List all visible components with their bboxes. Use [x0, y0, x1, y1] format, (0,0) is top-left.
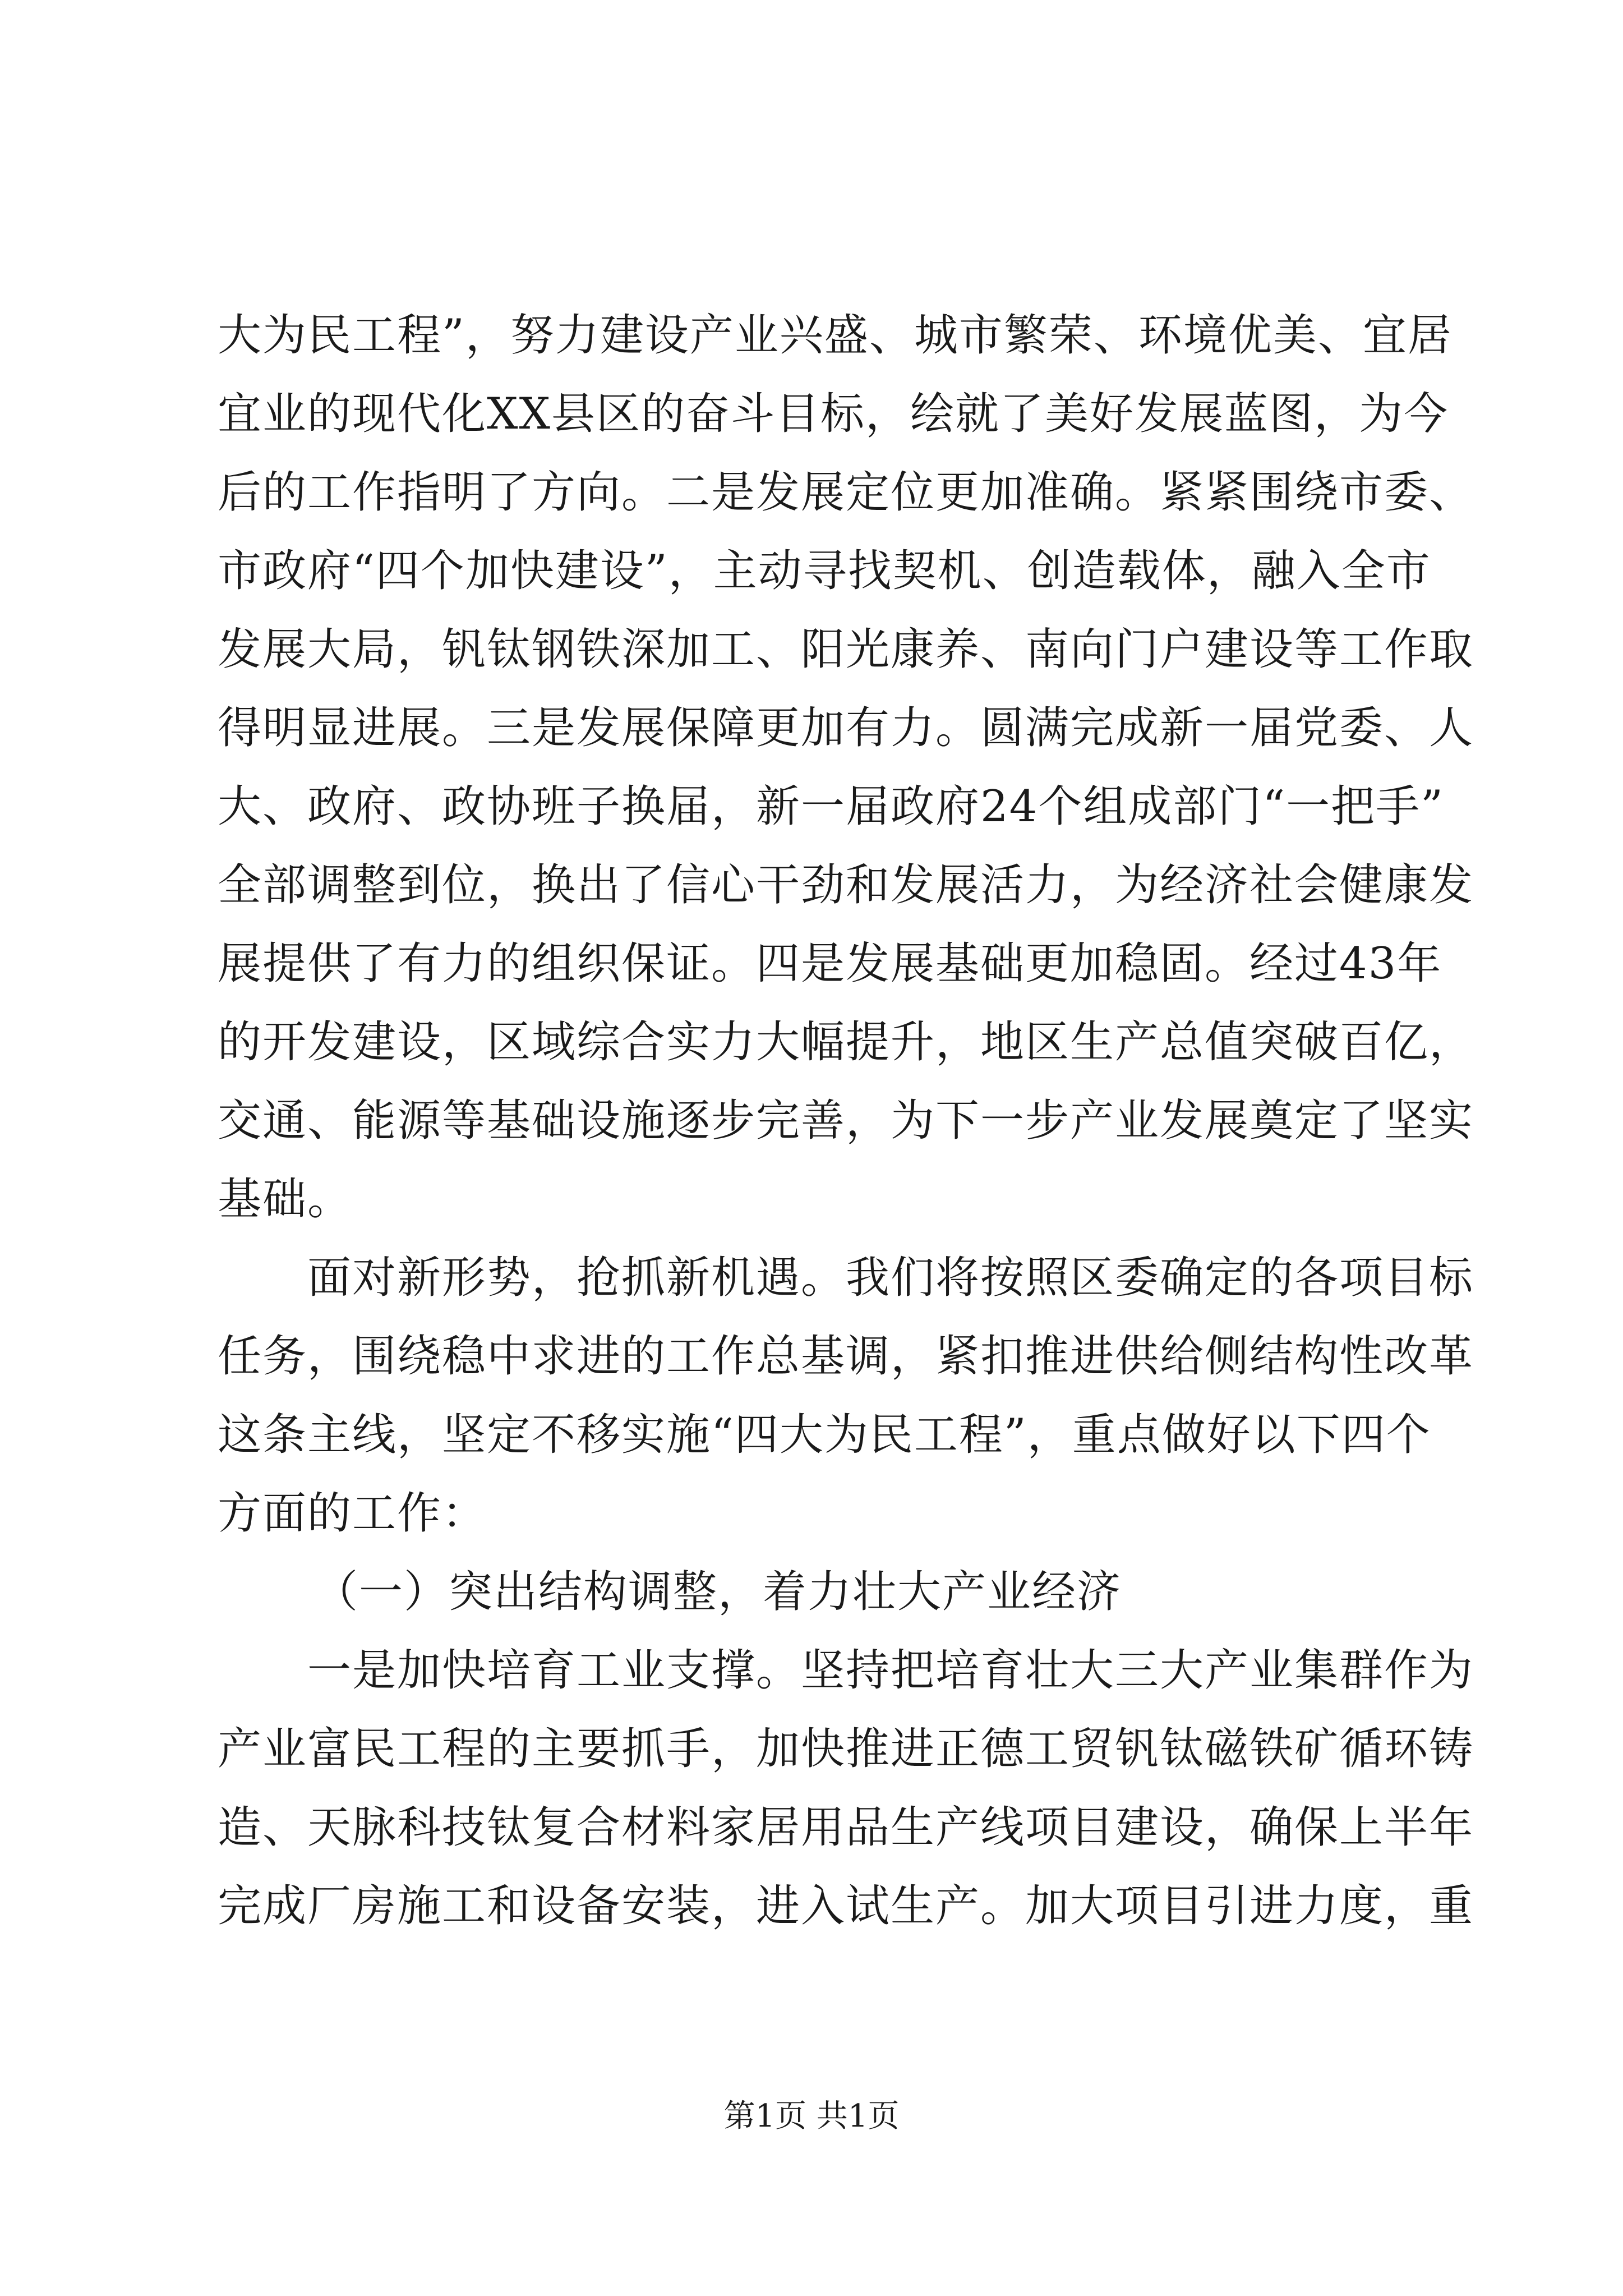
paragraph-2-line-1: 面对新形势，抢抓新机遇。我们将按照区委确定的各项目标: [307, 1253, 1474, 1303]
paragraph-2-line-3: 这条主线，坚定不移实施“四大为民工程”，重点做好以下四个: [218, 1410, 1431, 1460]
body-line-4: 市政府“四个加快建设”，主动寻找契机、创造载体，融入全市: [218, 546, 1431, 596]
paragraph-2-line-2: 任务，围绕稳中求进的工作总基调，紧扣推进供给侧结构性改革: [218, 1331, 1474, 1382]
body-line-7: 大、政府、政协班子换届，新一届政府24个组成部门“一把手”: [218, 781, 1445, 832]
body-line-5: 发展大局，钒钛钢铁深加工、阳光康养、南向门户建设等工作取: [218, 624, 1474, 675]
paragraph-3-line-2: 产业富民工程的主要抓手，加快推进正德工贸钒钛磁铁矿循环铸: [218, 1724, 1474, 1774]
paragraph-3-line-1: 一是加快培育工业支撑。坚持把培育壮大三大产业集群作为: [307, 1645, 1474, 1696]
body-line-3: 后的工作指明了方向。二是发展定位更加准确。紧紧围绕市委、: [218, 467, 1474, 518]
section-heading: （一）突出结构调整，着力壮大产业经济: [314, 1567, 1122, 1617]
body-line-10: 的开发建设，区域综合实力大幅提升，地区生产总值突破百亿，: [218, 1017, 1474, 1068]
body-line-11: 交通、能源等基础设施逐步完善，为下一步产业发展奠定了坚实: [218, 1096, 1474, 1146]
paragraph-2-line-4: 方面的工作：: [218, 1488, 487, 1539]
page-footer: 第1页 共1页: [723, 2098, 900, 2134]
body-line-8: 全部调整到位，换出了信心干劲和发展活力，为经济社会健康发: [218, 860, 1474, 910]
body-line-2: 宜业的现代化XX县区的奋斗目标，绘就了美好发展蓝图，为今: [218, 389, 1449, 439]
body-line-12: 基础。: [218, 1174, 353, 1225]
body-line-6: 得明显进展。三是发展保障更加有力。圆满完成新一届党委、人: [218, 703, 1474, 753]
body-line-9: 展提供了有力的组织保证。四是发展基础更加稳固。经过43年: [218, 938, 1442, 989]
paragraph-3-line-4: 完成厂房施工和设备安装，进入试生产。加大项目引进力度，重: [218, 1881, 1474, 1931]
paragraph-3-line-3: 造、天脉科技钛复合材料家居用品生产线项目建设，确保上半年: [218, 1802, 1474, 1853]
body-line-1: 大为民工程”，努力建设产业兴盛、城市繁荣、环境优美、宜居: [218, 310, 1453, 361]
